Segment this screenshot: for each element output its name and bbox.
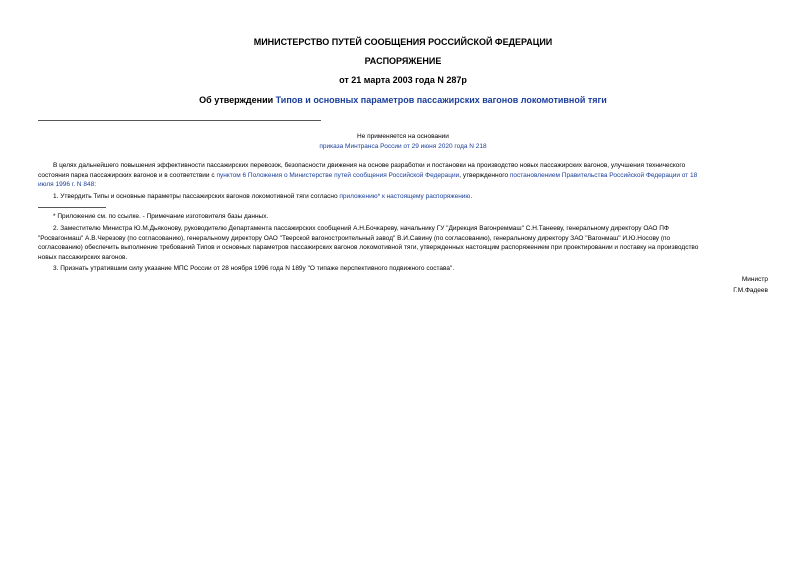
footnote <box>38 212 768 222</box>
item-1 <box>38 192 768 202</box>
preamble-line-3 <box>38 180 768 190</box>
preamble-line-2 <box>38 171 768 181</box>
item-1-end: . <box>470 193 473 200</box>
preamble-text: , утвержденного <box>459 171 510 179</box>
item-2-line-2: "Росвагонмаш" А.В.Черезову (по согласованию), генеральному директору ОАО "Тверской вагоностроительный завод" В.И.Савину (по согласованию), генеральному директору ЗАО "Вагонмаш" И.Ю.Носову (по <box>38 234 671 242</box>
item-3 <box>38 264 768 274</box>
item-2-line-3: согласованию) обеспечить выполнение требований Типов и основных параметров пассажирских вагонов локомотивной тяги, утвержденных настоящим распоряжением при проектировании и поставку на производство <box>38 244 699 251</box>
preamble-paragraph <box>38 161 768 190</box>
preamble-text: состояния парка пассажирских вагонов и в соответствии с <box>38 171 217 179</box>
footnote-text: * Приложение см. по ссылке. - Примечание изготовителя базы данных. <box>53 213 269 220</box>
appendix-link[interactable]: приложению* к настоящему распоряжению <box>339 193 471 200</box>
ministry-title: МИНИСТЕРСТВО ПУТЕЙ СООБЩЕНИЯ РОССИЙСКОЙ ФЕДЕРАЦИИ <box>253 37 553 47</box>
header-divider <box>38 120 321 121</box>
preamble-text: : <box>94 181 97 188</box>
notice-order-link[interactable]: приказа Минтранса России от 29 июня 2020 года N 218 <box>319 143 487 150</box>
document-type: РАСПОРЯЖЕНИЕ <box>364 56 442 66</box>
notice-line: Не применяется на основании <box>357 133 449 140</box>
signature-name: Г.М.Фадеев <box>733 287 768 294</box>
subject-prefix: Об утверждении <box>199 95 276 105</box>
item-2 <box>38 224 768 262</box>
signature-position: Министр <box>741 276 768 283</box>
document-date-number: от 21 марта 2003 года N 287р <box>339 75 467 85</box>
item-1-text: 1. Утвердить Типы и основные параметры пассажирских вагонов локомотивной тяги согласно <box>53 193 340 200</box>
item-3-text: 3. Признать утратившим силу указание МПС России от 28 ноября 1996 года N 189у "О типаже перспективного подвижного состава". <box>53 265 455 272</box>
regulation-link[interactable]: пунктом 6 Положения о Министерстве путей сообщения Российской Федерации <box>216 171 460 179</box>
government-decree-link-cont[interactable]: июля 1996 г. N 848 <box>38 181 95 188</box>
subject-link[interactable]: Типов и основных параметров пассажирских вагонов локомотивной тяги <box>275 95 607 105</box>
item-2-line-1: 2. Заместителю Министра Ю.М.Дьяконову, руководителю Департамента пассажирских сообщений А.Н.Бочкареву, начальнику ГУ "Дирекция Вагонреммаш" С.Н.Танееву, генеральному директору ОАО ПФ <box>53 225 669 232</box>
document-subject <box>38 95 768 106</box>
notice-link-line <box>38 142 768 151</box>
government-decree-link[interactable]: постановлением Правительства Российской Федерации от 18 <box>509 171 698 179</box>
footnote-divider <box>38 207 106 208</box>
item-1-line <box>38 192 768 202</box>
preamble-line-1: В целях дальнейшего повышения эффективности пассажирских перевозок, безопасности движения на основе разработки и постановки на производство новых пассажирских вагонов, улучшения технического <box>53 162 686 169</box>
item-2-line-4: новых пассажирских вагонов. <box>38 253 128 261</box>
